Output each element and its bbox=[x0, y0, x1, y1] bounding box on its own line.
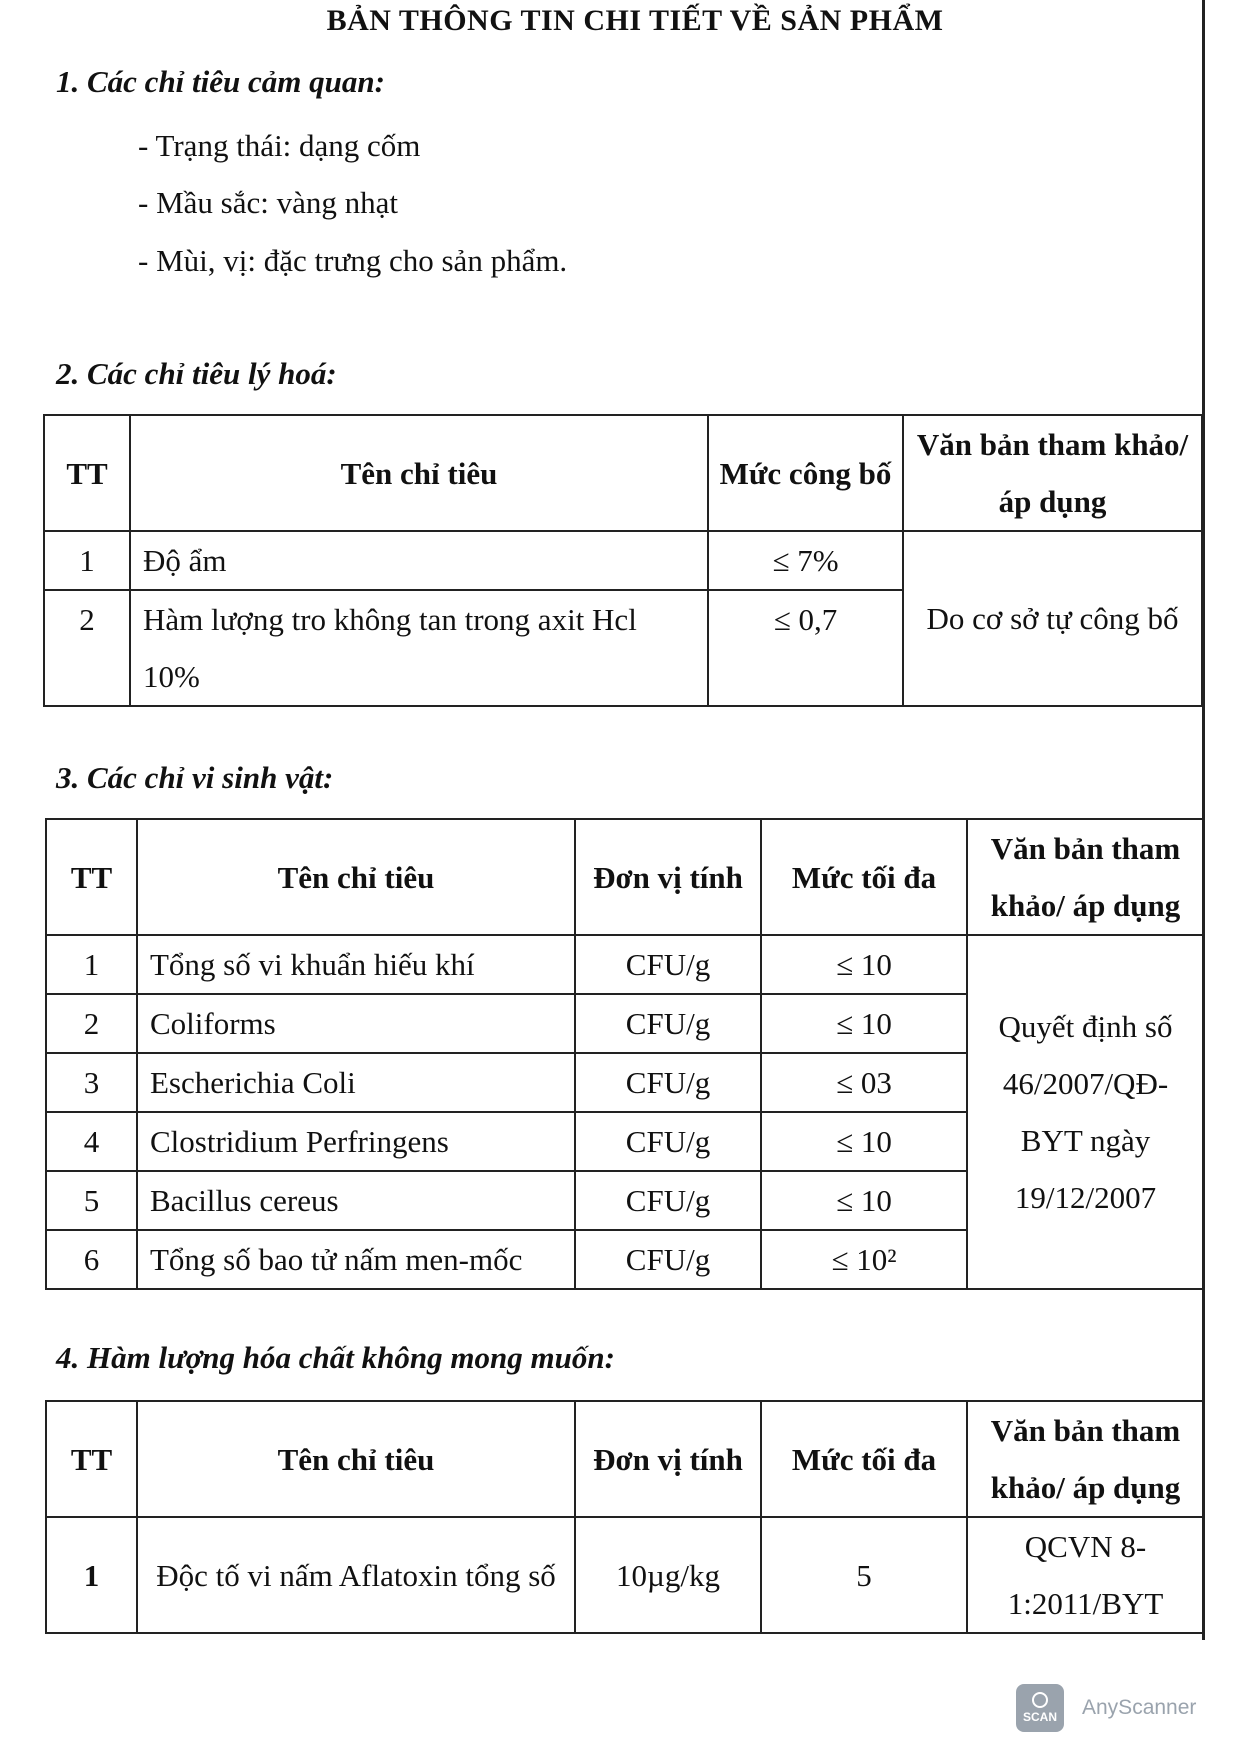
header-level: Mức công bố bbox=[708, 415, 903, 531]
sensory-item-state: - Trạng thái: dạng cốm bbox=[138, 128, 421, 163]
row-tt: 4 bbox=[46, 1112, 137, 1171]
physicochemical-table bbox=[43, 414, 1203, 707]
sensory-item-taste: - Mùi, vị: đặc trưng cho sản phẩm. bbox=[138, 243, 568, 278]
row-max: ≤ 10 bbox=[761, 1171, 967, 1230]
document-title: BẢN THÔNG TIN CHI TIẾT VỀ SẢN PHẨM bbox=[326, 4, 944, 37]
row-tt: 2 bbox=[44, 590, 130, 706]
header-max: Mức tối đa bbox=[761, 819, 967, 935]
row-name: Tổng số bao tử nấm men-mốc bbox=[137, 1230, 575, 1289]
row-unit: CFU/g bbox=[575, 935, 761, 994]
row-max: ≤ 10 bbox=[761, 935, 967, 994]
row-max: ≤ 10 bbox=[761, 994, 967, 1053]
row-name: Clostridium Perfringens bbox=[137, 1112, 575, 1171]
row-name: Độc tố vi nấm Aflatoxin tổng số bbox=[137, 1517, 575, 1633]
header-name: Tên chỉ tiêu bbox=[137, 1401, 575, 1517]
row-tt: 1 bbox=[46, 935, 137, 994]
row-unit: CFU/g bbox=[575, 1171, 761, 1230]
anyscanner-watermark bbox=[1016, 1684, 1196, 1732]
row-max: ≤ 10 bbox=[761, 1112, 967, 1171]
row-level: ≤ 7% bbox=[708, 531, 903, 590]
row-max: ≤ 03 bbox=[761, 1053, 967, 1112]
table-row bbox=[46, 935, 1204, 994]
row-max: ≤ 10² bbox=[761, 1230, 967, 1289]
header-tt: TT bbox=[46, 819, 137, 935]
sensory-item-color: - Mầu sắc: vàng nhạt bbox=[138, 185, 398, 220]
row-name: Tổng số vi khuẩn hiếu khí bbox=[137, 935, 575, 994]
table-row bbox=[46, 1517, 1204, 1633]
header-unit: Đơn vị tính bbox=[575, 1401, 761, 1517]
row-name: Độ ẩm bbox=[130, 531, 708, 590]
row-level: ≤ 0,7 bbox=[708, 590, 903, 706]
header-max: Mức tối đa bbox=[761, 1401, 967, 1517]
header-ref: Văn bản tham khảo/ áp dụng bbox=[967, 1401, 1204, 1517]
section2-heading: 2. Các chỉ tiêu lý hoá: bbox=[56, 356, 337, 391]
scan-logo-icon bbox=[1016, 1684, 1064, 1732]
section3-heading: 3. Các chỉ vi sinh vật: bbox=[56, 760, 334, 795]
row-name: Bacillus cereus bbox=[137, 1171, 575, 1230]
scan-logo-text: SCAN bbox=[1022, 1710, 1057, 1724]
row-tt: 3 bbox=[46, 1053, 137, 1112]
row-unit: CFU/g bbox=[575, 994, 761, 1053]
row-ref: Quyết định số 46/2007/QĐ-BYT ngày 19/12/2007 bbox=[967, 935, 1204, 1289]
row-name: Escherichia Coli bbox=[137, 1053, 575, 1112]
chemical-contaminants-table bbox=[45, 1400, 1205, 1634]
table-row bbox=[44, 531, 1202, 590]
microbiological-table bbox=[45, 818, 1205, 1290]
section1-heading: 1. Các chỉ tiêu cảm quan: bbox=[56, 64, 385, 99]
row-ref: Do cơ sở tự công bố bbox=[903, 531, 1202, 706]
row-tt: 5 bbox=[46, 1171, 137, 1230]
header-name: Tên chỉ tiêu bbox=[130, 415, 708, 531]
row-unit: 10µg/kg bbox=[575, 1517, 761, 1633]
header-unit: Đơn vị tính bbox=[575, 819, 761, 935]
header-ref: Văn bản tham khảo/ áp dụng bbox=[967, 819, 1204, 935]
header-tt: TT bbox=[44, 415, 130, 531]
row-max: 5 bbox=[761, 1517, 967, 1633]
section4-heading: 4. Hàm lượng hóa chất không mong muốn: bbox=[56, 1340, 615, 1375]
header-ref: Văn bản tham khảo/ áp dụng bbox=[903, 415, 1202, 531]
header-tt: TT bbox=[46, 1401, 137, 1517]
row-name: Coliforms bbox=[137, 994, 575, 1053]
row-tt: 1 bbox=[46, 1517, 137, 1633]
row-tt: 2 bbox=[46, 994, 137, 1053]
header-name: Tên chỉ tiêu bbox=[137, 819, 575, 935]
row-unit: CFU/g bbox=[575, 1112, 761, 1171]
row-unit: CFU/g bbox=[575, 1053, 761, 1112]
anyscanner-brand-name: AnyScanner bbox=[1082, 1696, 1197, 1719]
row-tt: 6 bbox=[46, 1230, 137, 1289]
row-unit: CFU/g bbox=[575, 1230, 761, 1289]
row-ref: QCVN 8-1:2011/BYT bbox=[967, 1517, 1204, 1633]
row-tt: 1 bbox=[44, 531, 130, 590]
row-name: Hàm lượng tro không tan trong axit Hcl 10% bbox=[130, 590, 708, 706]
